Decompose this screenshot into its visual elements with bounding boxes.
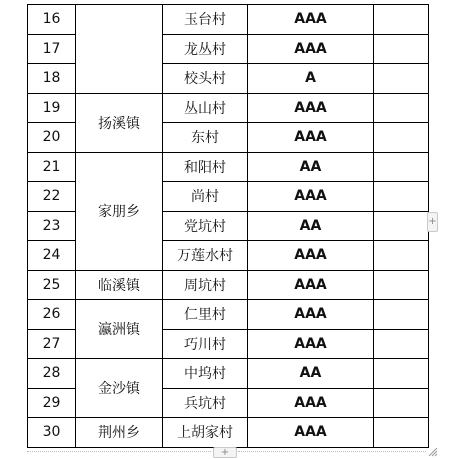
- table-row: [28, 270, 429, 300]
- village-name: 丛山村: [163, 93, 248, 123]
- note-cell: [374, 241, 429, 271]
- grade-value: AAA: [248, 182, 374, 212]
- note-cell: [374, 5, 429, 35]
- note-cell: [374, 329, 429, 359]
- table-row: [28, 300, 429, 330]
- row-number: 19: [28, 93, 76, 123]
- row-number: 17: [28, 34, 76, 64]
- row-number: 18: [28, 64, 76, 94]
- row-number: 16: [28, 5, 76, 35]
- grade-value: AAA: [248, 241, 374, 271]
- village-name: 和阳村: [163, 152, 248, 182]
- village-name: 党坑村: [163, 211, 248, 241]
- note-cell: [374, 300, 429, 330]
- town-name: 临溪镇: [76, 270, 163, 300]
- grade-value: AAA: [248, 418, 374, 448]
- village-name: 巧川村: [163, 329, 248, 359]
- village-name: 龙丛村: [163, 34, 248, 64]
- grade-value: AAA: [248, 34, 374, 64]
- grade-value: AAA: [248, 329, 374, 359]
- table-row: [28, 418, 429, 448]
- village-name: 兵坑村: [163, 388, 248, 418]
- row-number: 28: [28, 359, 76, 389]
- grade-value: AAA: [248, 123, 374, 153]
- row-number: 29: [28, 388, 76, 418]
- table-guide-line: [27, 451, 211, 452]
- town-name: 家朋乡: [76, 152, 163, 270]
- row-number: 22: [28, 182, 76, 212]
- village-name: 尚村: [163, 182, 248, 212]
- note-cell: [374, 418, 429, 448]
- note-cell: [374, 34, 429, 64]
- table-resize-icon[interactable]: [428, 447, 438, 457]
- town-name: 金沙镇: [76, 359, 163, 418]
- table-guide-line: [238, 451, 426, 452]
- town-name: 荆州乡: [76, 418, 163, 448]
- note-cell: [374, 182, 429, 212]
- table-row: [28, 93, 429, 123]
- town-name: 瀛洲镇: [76, 300, 163, 359]
- grade-value: AA: [248, 359, 374, 389]
- table-row: [28, 5, 429, 35]
- grade-value: AAA: [248, 270, 374, 300]
- row-number: 23: [28, 211, 76, 241]
- note-cell: [374, 211, 429, 241]
- table-row: [28, 152, 429, 182]
- note-cell: [374, 152, 429, 182]
- note-cell: [374, 388, 429, 418]
- village-name: 东村: [163, 123, 248, 153]
- village-rating-table: [27, 4, 429, 448]
- village-name: 上胡家村: [163, 418, 248, 448]
- grade-value: AAA: [248, 388, 374, 418]
- note-cell: [374, 93, 429, 123]
- village-name: 校头村: [163, 64, 248, 94]
- town-name: 扬溪镇: [76, 93, 163, 152]
- note-cell: [374, 64, 429, 94]
- row-number: 21: [28, 152, 76, 182]
- grade-value: AAA: [248, 300, 374, 330]
- note-cell: [374, 359, 429, 389]
- village-name: 中坞村: [163, 359, 248, 389]
- grade-value: AAA: [248, 5, 374, 35]
- grade-value: AAA: [248, 93, 374, 123]
- grade-value: AA: [248, 152, 374, 182]
- row-number: 26: [28, 300, 76, 330]
- note-cell: [374, 270, 429, 300]
- village-name: 周坑村: [163, 270, 248, 300]
- table-row: [28, 359, 429, 389]
- village-name: 万莲水村: [163, 241, 248, 271]
- row-number: 30: [28, 418, 76, 448]
- grade-value: AA: [248, 211, 374, 241]
- row-number: 24: [28, 241, 76, 271]
- add-column-button[interactable]: +: [427, 212, 438, 232]
- row-number: 27: [28, 329, 76, 359]
- row-number: 25: [28, 270, 76, 300]
- grade-value: A: [248, 64, 374, 94]
- village-name: 玉台村: [163, 5, 248, 35]
- add-row-button[interactable]: +: [213, 447, 237, 458]
- note-cell: [374, 123, 429, 153]
- village-name: 仁里村: [163, 300, 248, 330]
- town-cell-empty: [76, 5, 163, 94]
- row-number: 20: [28, 123, 76, 153]
